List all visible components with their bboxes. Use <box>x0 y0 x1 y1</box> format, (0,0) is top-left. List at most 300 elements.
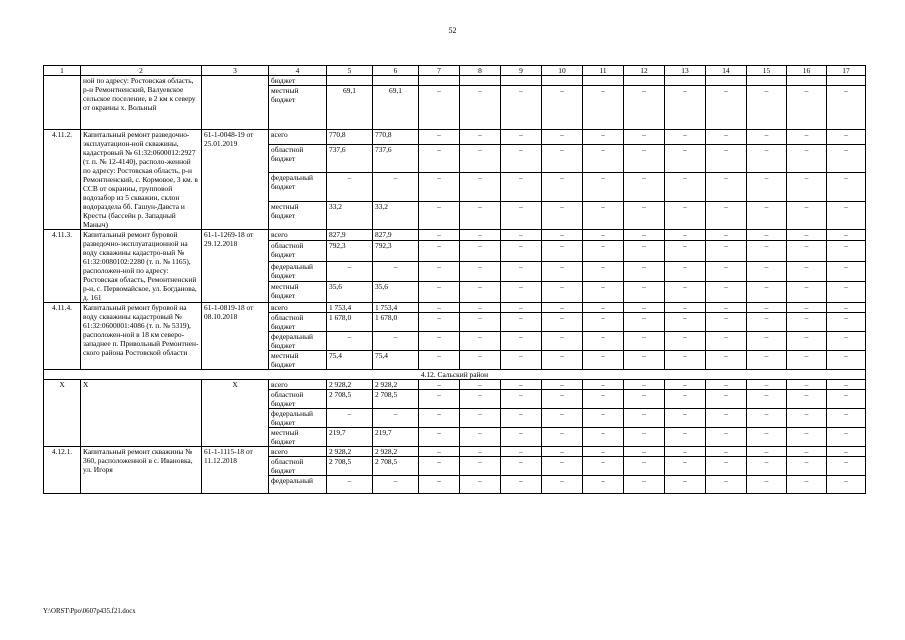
empty-value-cell: – <box>583 303 624 313</box>
budget-label: областной бюджет <box>269 313 327 332</box>
empty-value-cell: – <box>665 457 706 476</box>
empty-value-cell: – <box>747 201 787 229</box>
row-number: Х <box>44 380 81 447</box>
row-number: 4.11.3. <box>44 230 81 303</box>
empty-value-cell: – <box>624 428 665 447</box>
empty-value-cell: – <box>460 86 501 130</box>
empty-value-cell: – <box>624 390 665 409</box>
column-header: 12 <box>624 66 665 76</box>
empty-value-cell: – <box>706 130 747 145</box>
empty-value-cell: – <box>706 390 747 409</box>
row-number <box>44 76 81 130</box>
empty-value-cell: – <box>787 428 827 447</box>
empty-value-cell: – <box>624 476 665 494</box>
empty-value-cell: – <box>787 282 827 303</box>
empty-value-cell: – <box>827 428 866 447</box>
empty-value-cell: – <box>542 313 583 332</box>
empty-value-cell: – <box>787 144 827 172</box>
empty-value-cell: – <box>827 261 866 282</box>
value-col5: 792,3 <box>327 240 373 261</box>
empty-value-cell <box>460 76 501 86</box>
empty-value-cell: – <box>583 447 624 457</box>
empty-value-cell: – <box>542 457 583 476</box>
empty-value-cell: – <box>460 476 501 494</box>
budget-label: областной бюджет <box>269 390 327 409</box>
empty-value-cell: – <box>542 201 583 229</box>
row-number: 4.11.2. <box>44 130 81 230</box>
empty-value-cell: – <box>787 390 827 409</box>
value-col5: 219,7 <box>327 428 373 447</box>
section-total-row <box>44 380 866 390</box>
empty-value-cell: – <box>583 240 624 261</box>
row-number: 4.11.4. <box>44 303 81 370</box>
empty-value-cell: – <box>460 380 501 390</box>
empty-value-cell: – <box>542 86 583 130</box>
value-col6: 2 928,2 <box>373 380 419 390</box>
value-col5: – <box>327 173 373 201</box>
budget-label: местный бюджет <box>269 201 327 229</box>
empty-value-cell: – <box>665 201 706 229</box>
empty-value-cell: – <box>583 351 624 370</box>
empty-value-cell: – <box>747 86 787 130</box>
budget-label: всего <box>269 230 327 241</box>
budget-label: местный бюджет <box>269 351 327 370</box>
empty-value-cell <box>706 76 747 86</box>
empty-value-cell: – <box>583 282 624 303</box>
empty-value-cell: – <box>665 390 706 409</box>
section-row <box>44 370 866 380</box>
object-name: Капитальный ремонт буровой разведочно-эксплуатационной на воду скважины кадастро-вый № 61:32:0080102:2280 (т. п. № 1165), расположен-ной по адресу: Ростовская область, Ремонтненский р-н, с. Первомайское, ул. Богданова, д. 161 <box>81 230 202 303</box>
empty-value-cell: – <box>501 447 542 457</box>
value-col5: 75,4 <box>327 351 373 370</box>
empty-value-cell: – <box>706 240 747 261</box>
empty-value-cell: – <box>747 240 787 261</box>
empty-value-cell: – <box>624 351 665 370</box>
empty-value-cell: – <box>542 390 583 409</box>
empty-value-cell: – <box>583 428 624 447</box>
empty-value-cell: – <box>460 303 501 313</box>
budget-label: всего <box>269 447 327 457</box>
value-col6: 69,1 <box>373 86 419 130</box>
empty-value-cell: – <box>501 457 542 476</box>
empty-value-cell: – <box>460 457 501 476</box>
empty-value-cell <box>747 76 787 86</box>
empty-value-cell: – <box>624 130 665 145</box>
empty-value-cell: – <box>501 144 542 172</box>
empty-value-cell: – <box>787 261 827 282</box>
value-col5: 33,2 <box>327 201 373 229</box>
empty-value-cell <box>665 76 706 86</box>
table-row <box>44 447 866 457</box>
empty-value-cell: – <box>747 390 787 409</box>
empty-value-cell: – <box>747 457 787 476</box>
empty-value-cell: – <box>747 144 787 172</box>
column-header: 15 <box>747 66 787 76</box>
empty-value-cell: – <box>624 303 665 313</box>
value-col5 <box>327 76 373 86</box>
value-col5: 827,9 <box>327 230 373 241</box>
empty-value-cell: – <box>827 476 866 494</box>
empty-value-cell: – <box>542 303 583 313</box>
empty-value-cell: – <box>501 86 542 130</box>
column-header: 2 <box>81 66 202 76</box>
empty-value-cell: – <box>827 240 866 261</box>
empty-value-cell: – <box>419 230 460 241</box>
empty-value-cell: – <box>787 476 827 494</box>
empty-value-cell: – <box>624 409 665 428</box>
empty-value-cell: – <box>827 173 866 201</box>
empty-value-cell: – <box>419 332 460 351</box>
empty-value-cell: – <box>542 282 583 303</box>
value-col6: – <box>373 476 419 494</box>
empty-value-cell: – <box>419 313 460 332</box>
empty-value-cell: – <box>665 409 706 428</box>
object-name: Капитальный ремонт буровой на воду скважины кадастровый № 61:32:0600001:4086 (т. п. № 5319), расположен-ной в 18 км северо-западнее п. Привольный Ремонтнен-ского района Ростовской области <box>81 303 202 370</box>
table-row <box>44 130 866 145</box>
empty-value-cell: – <box>827 144 866 172</box>
empty-value-cell <box>787 76 827 86</box>
empty-value-cell: – <box>787 130 827 145</box>
empty-value-cell: – <box>665 144 706 172</box>
value-col5: 2 928,2 <box>327 380 373 390</box>
empty-value-cell: – <box>583 86 624 130</box>
value-col5: – <box>327 261 373 282</box>
value-col6: – <box>373 261 419 282</box>
empty-value-cell <box>583 76 624 86</box>
empty-value-cell: – <box>419 351 460 370</box>
empty-value-cell: – <box>419 447 460 457</box>
empty-value-cell: – <box>460 261 501 282</box>
empty-value-cell: – <box>419 303 460 313</box>
empty-value-cell: – <box>542 428 583 447</box>
empty-value-cell: – <box>542 447 583 457</box>
empty-value-cell: – <box>787 332 827 351</box>
page-number: 52 <box>448 26 457 35</box>
empty-value-cell: – <box>542 332 583 351</box>
empty-value-cell: – <box>542 380 583 390</box>
empty-value-cell: – <box>419 476 460 494</box>
empty-value-cell: – <box>583 332 624 351</box>
empty-value-cell: – <box>706 457 747 476</box>
empty-value-cell: – <box>501 230 542 241</box>
empty-value-cell: – <box>787 86 827 130</box>
empty-value-cell <box>827 76 866 86</box>
empty-value-cell: – <box>419 173 460 201</box>
empty-value-cell: – <box>747 261 787 282</box>
empty-value-cell: – <box>665 173 706 201</box>
empty-value-cell: – <box>706 144 747 172</box>
empty-value-cell: – <box>624 201 665 229</box>
empty-value-cell: – <box>460 173 501 201</box>
empty-value-cell: – <box>501 332 542 351</box>
empty-value-cell: – <box>419 380 460 390</box>
budget-label: всего <box>269 130 327 145</box>
empty-value-cell: – <box>583 390 624 409</box>
empty-value-cell: – <box>706 313 747 332</box>
empty-value-cell: – <box>460 240 501 261</box>
object-name: Капитальный ремонт скважины № 360, расположенной в с. Ивановка, ул. Игоря <box>81 447 202 494</box>
column-header: 17 <box>827 66 866 76</box>
value-col5: 1 678,0 <box>327 313 373 332</box>
empty-value-cell: – <box>706 476 747 494</box>
empty-value-cell: – <box>419 390 460 409</box>
empty-value-cell: – <box>419 457 460 476</box>
empty-value-cell: – <box>787 380 827 390</box>
file-path-footer: Y:\ORST\Ppo\0607p435.f21.docx <box>43 608 136 615</box>
empty-value-cell: – <box>501 390 542 409</box>
empty-value-cell: – <box>827 457 866 476</box>
empty-value-cell: – <box>624 457 665 476</box>
empty-value-cell: – <box>542 130 583 145</box>
value-col6: 35,6 <box>373 282 419 303</box>
budget-label: всего <box>269 380 327 390</box>
column-header: 5 <box>327 66 373 76</box>
value-col5: 737,6 <box>327 144 373 172</box>
empty-value-cell: – <box>827 447 866 457</box>
empty-value-cell: – <box>787 201 827 229</box>
value-col6: 1 753,4 <box>373 303 419 313</box>
empty-value-cell: – <box>501 476 542 494</box>
empty-value-cell: – <box>419 144 460 172</box>
empty-value-cell: – <box>787 173 827 201</box>
empty-value-cell: – <box>501 351 542 370</box>
empty-value-cell: – <box>624 447 665 457</box>
value-col5: 35,6 <box>327 282 373 303</box>
empty-value-cell: – <box>827 201 866 229</box>
value-col6: 770,8 <box>373 130 419 145</box>
empty-value-cell: – <box>665 86 706 130</box>
empty-value-cell: – <box>706 409 747 428</box>
empty-value-cell: – <box>827 351 866 370</box>
empty-value-cell: – <box>827 282 866 303</box>
empty-value-cell: – <box>827 230 866 241</box>
value-col6: 33,2 <box>373 201 419 229</box>
empty-value-cell: – <box>706 230 747 241</box>
budget-label: местный бюджет <box>269 86 327 130</box>
empty-value-cell: – <box>624 282 665 303</box>
empty-value-cell: – <box>747 332 787 351</box>
column-header: 1 <box>44 66 81 76</box>
empty-value-cell: – <box>583 313 624 332</box>
empty-value-cell: – <box>747 380 787 390</box>
empty-value-cell: – <box>460 144 501 172</box>
empty-value-cell: – <box>787 303 827 313</box>
empty-value-cell: – <box>787 457 827 476</box>
empty-value-cell: – <box>501 261 542 282</box>
empty-value-cell: – <box>706 282 747 303</box>
column-header: 16 <box>787 66 827 76</box>
column-header: 11 <box>583 66 624 76</box>
empty-value-cell: – <box>419 240 460 261</box>
column-header: 13 <box>665 66 706 76</box>
value-col5: – <box>327 476 373 494</box>
object-name: ной по адресу: Ростовская область, р-н Ремонтненский, Валуевское сельское поселение, в 2 км к северу от окраины х. Вольный <box>81 76 202 130</box>
empty-value-cell: – <box>827 380 866 390</box>
empty-value-cell: – <box>747 130 787 145</box>
empty-value-cell: – <box>827 409 866 428</box>
budget-label: областной бюджет <box>269 240 327 261</box>
empty-value-cell: – <box>419 428 460 447</box>
value-col6: – <box>373 409 419 428</box>
empty-value-cell: – <box>665 351 706 370</box>
budget-label: областной бюджет <box>269 457 327 476</box>
empty-value-cell: – <box>460 282 501 303</box>
empty-value-cell: – <box>706 173 747 201</box>
empty-value-cell: – <box>501 380 542 390</box>
empty-value-cell: – <box>787 313 827 332</box>
empty-value-cell: – <box>419 261 460 282</box>
column-header: 6 <box>373 66 419 76</box>
empty-value-cell: – <box>624 332 665 351</box>
document-number: Х <box>202 380 269 447</box>
empty-value-cell: – <box>747 476 787 494</box>
empty-value-cell: – <box>706 351 747 370</box>
empty-value-cell: – <box>419 86 460 130</box>
empty-value-cell: – <box>419 282 460 303</box>
empty-value-cell: – <box>460 201 501 229</box>
value-col6: 827,9 <box>373 230 419 241</box>
empty-value-cell: – <box>501 303 542 313</box>
empty-value-cell: – <box>501 313 542 332</box>
empty-value-cell: – <box>665 447 706 457</box>
table-row <box>44 230 866 241</box>
empty-value-cell: – <box>787 351 827 370</box>
budget-label: федеральный <box>269 476 327 494</box>
value-col6: – <box>373 173 419 201</box>
empty-value-cell: – <box>624 173 665 201</box>
column-header: 4 <box>269 66 327 76</box>
document-number: 61-1-1115-18 от 11.12.2018 <box>202 447 269 494</box>
empty-value-cell: – <box>827 86 866 130</box>
empty-value-cell: – <box>460 409 501 428</box>
empty-value-cell: – <box>542 240 583 261</box>
empty-value-cell: – <box>665 261 706 282</box>
document-number: 61-1-1269-18 от 29.12.2018 <box>202 230 269 303</box>
empty-value-cell: – <box>624 86 665 130</box>
empty-value-cell: – <box>827 303 866 313</box>
empty-value-cell: – <box>583 173 624 201</box>
empty-value-cell: – <box>542 144 583 172</box>
column-header: 3 <box>202 66 269 76</box>
empty-value-cell: – <box>501 409 542 428</box>
empty-value-cell: – <box>583 130 624 145</box>
empty-value-cell: – <box>501 130 542 145</box>
budget-label: всего <box>269 303 327 313</box>
empty-value-cell: – <box>624 313 665 332</box>
value-col5: 1 753,4 <box>327 303 373 313</box>
empty-value-cell: – <box>747 428 787 447</box>
object-name: Капитальный ремонт разведочно-эксплуатацион-ной скважины, кадастровый № 61:32:0600012:2927 (т. п. № 12-4140), располо-женной по адресу: Ростовская область, р-н Ремонтненский, с. Кормовое, 3 км. в ССВ от окраины, групповой водозабор из 5 скважин, склон водораздела бб. Гашун-Давста и Кресты (бассейн р. Западный Маныч) <box>81 130 202 230</box>
budget-label: областной бюджет <box>269 144 327 172</box>
value-col5: – <box>327 332 373 351</box>
budget-label: федеральный бюджет <box>269 332 327 351</box>
empty-value-cell: – <box>827 130 866 145</box>
empty-value-cell: – <box>624 144 665 172</box>
value-col6: 792,3 <box>373 240 419 261</box>
empty-value-cell: – <box>665 332 706 351</box>
empty-value-cell: – <box>665 240 706 261</box>
empty-value-cell: – <box>460 447 501 457</box>
header-row <box>44 66 866 76</box>
empty-value-cell: – <box>665 303 706 313</box>
empty-value-cell: – <box>542 476 583 494</box>
empty-value-cell: – <box>501 240 542 261</box>
empty-value-cell: – <box>747 173 787 201</box>
empty-value-cell: – <box>706 428 747 447</box>
value-col6: 2 708,5 <box>373 390 419 409</box>
column-header: 8 <box>460 66 501 76</box>
empty-value-cell: – <box>706 201 747 229</box>
empty-value-cell: – <box>665 313 706 332</box>
empty-value-cell: – <box>419 409 460 428</box>
empty-value-cell: – <box>583 457 624 476</box>
table-row <box>44 303 866 313</box>
empty-value-cell: – <box>419 201 460 229</box>
empty-value-cell: – <box>706 303 747 313</box>
row-number: 4.12.1. <box>44 447 81 494</box>
value-col6: 737,6 <box>373 144 419 172</box>
empty-value-cell <box>501 76 542 86</box>
document-number <box>202 76 269 130</box>
empty-value-cell: – <box>787 447 827 457</box>
budget-label: местный бюджет <box>269 428 327 447</box>
empty-value-cell: – <box>665 428 706 447</box>
value-col5: 69,1 <box>327 86 373 130</box>
budget-label: местный бюджет <box>269 282 327 303</box>
empty-value-cell: – <box>827 332 866 351</box>
empty-value-cell: – <box>460 332 501 351</box>
empty-value-cell: – <box>747 313 787 332</box>
empty-value-cell: – <box>419 130 460 145</box>
empty-value-cell: – <box>460 428 501 447</box>
value-col6: 219,7 <box>373 428 419 447</box>
value-col5: 2 928,2 <box>327 447 373 457</box>
empty-value-cell: – <box>747 447 787 457</box>
empty-value-cell: – <box>624 380 665 390</box>
empty-value-cell: – <box>460 230 501 241</box>
value-col5: 2 708,5 <box>327 457 373 476</box>
empty-value-cell: – <box>501 173 542 201</box>
empty-value-cell: – <box>787 409 827 428</box>
column-header: 9 <box>501 66 542 76</box>
empty-value-cell: – <box>665 230 706 241</box>
value-col5: – <box>327 409 373 428</box>
empty-value-cell: – <box>747 351 787 370</box>
empty-value-cell: – <box>787 240 827 261</box>
budget-label: бюджет <box>269 76 327 86</box>
budget-label: федеральный бюджет <box>269 261 327 282</box>
empty-value-cell: – <box>747 230 787 241</box>
empty-value-cell: – <box>665 282 706 303</box>
continuation-row <box>44 76 866 86</box>
value-col6: 2 708,5 <box>373 457 419 476</box>
empty-value-cell: – <box>460 351 501 370</box>
empty-value-cell: – <box>501 201 542 229</box>
empty-value-cell: – <box>542 261 583 282</box>
value-col5: 770,8 <box>327 130 373 145</box>
empty-value-cell: – <box>827 313 866 332</box>
empty-value-cell <box>542 76 583 86</box>
empty-value-cell: – <box>460 390 501 409</box>
empty-value-cell: – <box>542 351 583 370</box>
empty-value-cell: – <box>706 261 747 282</box>
document-number: 61-1-0048-19 от 25.01.2019 <box>202 130 269 230</box>
empty-value-cell: – <box>542 409 583 428</box>
value-col6 <box>373 76 419 86</box>
column-header: 10 <box>542 66 583 76</box>
empty-value-cell <box>419 76 460 86</box>
value-col6: 1 678,0 <box>373 313 419 332</box>
